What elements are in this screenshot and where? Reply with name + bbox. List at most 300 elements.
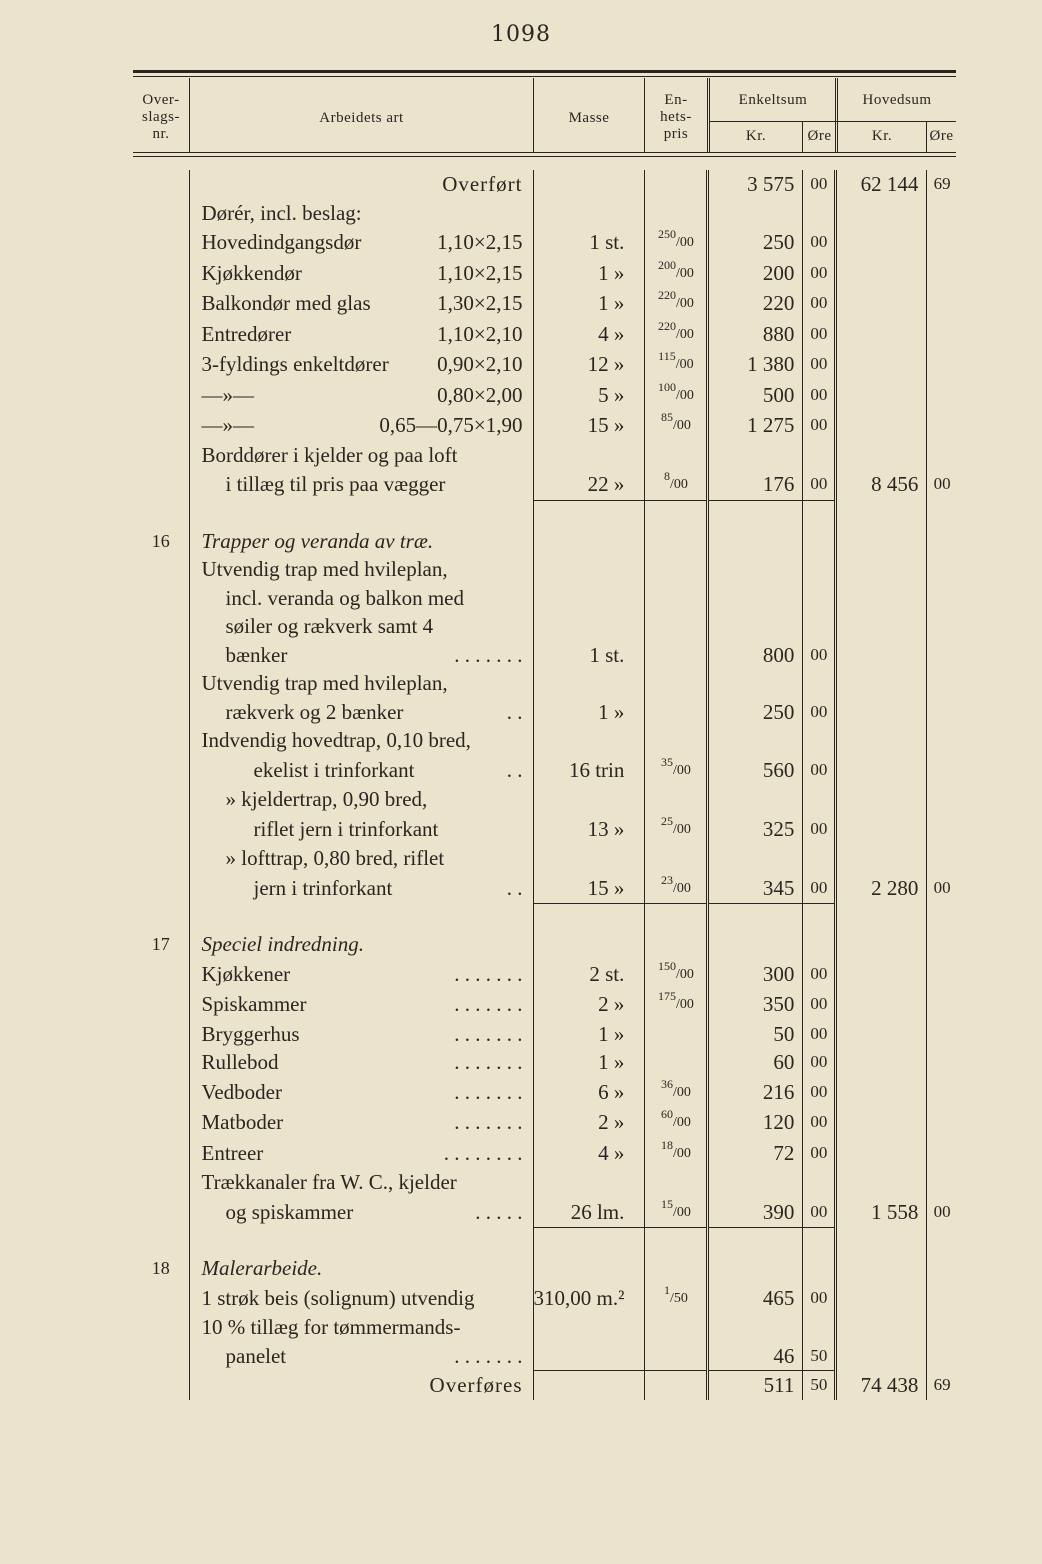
enkeltsum-ore: 00 bbox=[803, 641, 836, 670]
quantity: 13 » bbox=[533, 814, 645, 845]
leader-dots: . . . . . . . bbox=[454, 1021, 523, 1046]
quantity: 26 lm. bbox=[533, 1197, 645, 1228]
enkeltsum-kr: 46 bbox=[708, 1342, 803, 1371]
item-description bbox=[189, 199, 533, 228]
hovedsum-ore: 00 bbox=[927, 873, 957, 904]
table-row bbox=[133, 959, 957, 990]
description-text: riflet jern i trinforkant bbox=[253, 816, 439, 841]
item-description bbox=[189, 584, 533, 613]
enkeltsum-ore bbox=[803, 199, 836, 228]
price-denominator: /00 bbox=[672, 418, 691, 433]
table-row bbox=[133, 1254, 957, 1283]
unit-price bbox=[645, 349, 708, 380]
item-number bbox=[133, 785, 189, 814]
hovedsum-kr bbox=[836, 785, 927, 814]
quantity bbox=[533, 555, 645, 584]
description-text: 1 strøk beis (solignum) utvendig bbox=[201, 1285, 475, 1310]
table-row bbox=[133, 698, 957, 727]
item-description bbox=[189, 726, 533, 755]
unit-price bbox=[645, 844, 708, 873]
leader-dots: . . . . . . . bbox=[454, 1343, 523, 1368]
enkeltsum-kr bbox=[708, 612, 803, 641]
hovedsum-ore bbox=[927, 1168, 957, 1197]
unit-price bbox=[645, 1107, 708, 1138]
hovedsum-kr bbox=[836, 584, 927, 613]
quantity: 22 » bbox=[533, 469, 645, 500]
quantity bbox=[533, 726, 645, 755]
hovedsum-kr: 62 144 bbox=[836, 170, 927, 199]
enkeltsum-ore: 00 bbox=[803, 380, 836, 411]
description-text: Hovedindgangsdør bbox=[201, 230, 362, 254]
item-number bbox=[133, 1048, 189, 1077]
header-rule-2 bbox=[133, 156, 956, 157]
item-number bbox=[133, 555, 189, 584]
unit-price bbox=[645, 227, 708, 258]
item-number bbox=[133, 641, 189, 670]
description-text: jern i trinforkant bbox=[253, 875, 393, 900]
price-numerator: 200 bbox=[657, 257, 676, 272]
item-number bbox=[133, 726, 189, 755]
enkeltsum-ore bbox=[803, 527, 836, 556]
table-row bbox=[133, 814, 957, 845]
unit-price bbox=[645, 959, 708, 990]
price-numerator: 8 bbox=[663, 469, 670, 483]
enkeltsum-ore bbox=[803, 930, 836, 959]
enkeltsum-ore: 00 bbox=[803, 288, 836, 319]
price-denominator: /00 bbox=[672, 880, 691, 896]
item-description bbox=[189, 1283, 533, 1314]
table-row bbox=[133, 1138, 957, 1169]
item-description bbox=[189, 1077, 533, 1108]
enkeltsum-kr: 1 275 bbox=[708, 410, 803, 441]
item-description bbox=[189, 698, 533, 727]
item-number bbox=[133, 584, 189, 613]
quantity: 15 » bbox=[533, 873, 645, 904]
hdr-vrule bbox=[926, 122, 927, 152]
quantity bbox=[533, 669, 645, 698]
hovedsum-ore bbox=[927, 555, 957, 584]
hovedsum-ore: 69 bbox=[927, 170, 957, 199]
enkeltsum-ore: 00 bbox=[803, 873, 836, 904]
description-text: Bryggerhus bbox=[201, 1021, 300, 1046]
description-text: Spiskammer bbox=[201, 992, 307, 1016]
hovedsum-kr bbox=[836, 930, 927, 959]
spacer-row bbox=[133, 500, 957, 527]
item-description bbox=[189, 612, 533, 641]
dimension-text: 0,65—0,75×1,90 bbox=[379, 413, 523, 437]
price-denominator: /00 bbox=[675, 296, 694, 311]
quantity bbox=[533, 199, 645, 228]
leader-dots: . . . . . . . bbox=[454, 992, 523, 1016]
header-pris-1: En- bbox=[664, 92, 688, 108]
quantity bbox=[533, 1342, 645, 1371]
price-denominator: /00 bbox=[672, 1115, 691, 1130]
hovedsum-ore: 69 bbox=[927, 1371, 957, 1400]
item-number bbox=[133, 989, 189, 1020]
description-text: rækverk og 2 bænker bbox=[225, 699, 404, 724]
hdr-vrule bbox=[802, 122, 803, 152]
unit-price bbox=[645, 698, 708, 727]
hovedsum-ore: 00 bbox=[927, 469, 957, 500]
price-numerator: 1 bbox=[663, 1282, 670, 1297]
description-text: Overført bbox=[442, 172, 523, 196]
price-numerator: 23 bbox=[660, 872, 673, 887]
item-number bbox=[133, 410, 189, 441]
header-nr-2: slags- bbox=[142, 109, 180, 125]
enkeltsum-kr: 250 bbox=[708, 227, 803, 258]
top-rule-thin bbox=[133, 76, 956, 77]
item-number bbox=[133, 1077, 189, 1108]
enkeltsum-kr bbox=[708, 669, 803, 698]
table-row bbox=[133, 726, 957, 755]
enkeltsum-ore bbox=[803, 785, 836, 814]
table-row bbox=[133, 1048, 957, 1077]
hovedsum-ore bbox=[927, 1283, 957, 1314]
header-enkelt-kr: Kr. bbox=[745, 128, 767, 144]
description-text: Kjøkkendør bbox=[201, 260, 302, 285]
price-denominator: /00 bbox=[675, 357, 694, 372]
item-description bbox=[189, 380, 533, 411]
hovedsum-kr bbox=[836, 258, 927, 289]
item-description bbox=[189, 1342, 533, 1371]
enkeltsum-kr: 560 bbox=[708, 755, 803, 786]
header-masse: Masse bbox=[568, 110, 610, 126]
table-row bbox=[133, 170, 957, 199]
enkeltsum-kr: 300 bbox=[708, 959, 803, 990]
enkeltsum-ore bbox=[803, 441, 836, 470]
price-denominator: /00 bbox=[672, 1145, 691, 1161]
unit-price bbox=[645, 469, 708, 500]
enkeltsum-kr bbox=[708, 584, 803, 613]
description-text: Utvendig trap med hvileplan, bbox=[201, 671, 448, 695]
unit-price bbox=[645, 612, 708, 641]
price-numerator: 220 bbox=[657, 288, 676, 302]
hdr-vrule bbox=[835, 78, 838, 152]
item-description bbox=[189, 410, 533, 441]
quantity bbox=[533, 441, 645, 470]
dimension-text: 1,10×2,15 bbox=[437, 260, 523, 285]
item-number bbox=[133, 959, 189, 990]
description-text: bænker bbox=[225, 642, 288, 667]
item-number bbox=[133, 1138, 189, 1169]
hovedsum-ore bbox=[927, 612, 957, 641]
enkeltsum-ore: 00 bbox=[803, 814, 836, 845]
item-number bbox=[133, 1371, 189, 1400]
quantity bbox=[533, 612, 645, 641]
leader-dots: . . . . . bbox=[475, 1199, 523, 1224]
enkeltsum-kr: 511 bbox=[708, 1371, 803, 1400]
leader-dots: . . bbox=[506, 875, 523, 900]
quantity: 2 st. bbox=[533, 959, 645, 990]
unit-price bbox=[645, 785, 708, 814]
unit-price bbox=[645, 380, 708, 411]
enkeltsum-ore: 00 bbox=[803, 469, 836, 500]
price-numerator: 175 bbox=[657, 989, 676, 1003]
leader-dots: . . . . . . . bbox=[454, 1110, 523, 1134]
table-row bbox=[133, 258, 957, 289]
hovedsum-kr bbox=[836, 1107, 927, 1138]
price-numerator: 115 bbox=[658, 349, 676, 363]
item-description bbox=[189, 1020, 533, 1049]
item-description bbox=[189, 227, 533, 258]
quantity: 6 » bbox=[533, 1077, 645, 1108]
hovedsum-ore bbox=[927, 1342, 957, 1371]
quantity: 1 » bbox=[533, 288, 645, 319]
hovedsum-kr bbox=[836, 698, 927, 727]
table-row bbox=[133, 1168, 957, 1197]
price-denominator: /00 bbox=[675, 387, 694, 403]
table-row bbox=[133, 288, 957, 319]
unit-price bbox=[645, 726, 708, 755]
enkeltsum-kr: 350 bbox=[708, 989, 803, 1020]
price-denominator: /00 bbox=[675, 997, 694, 1012]
description-text: » lofttrap, 0,80 bred, riflet bbox=[225, 846, 445, 870]
hovedsum-ore bbox=[927, 441, 957, 470]
enkeltsum-ore: 00 bbox=[803, 1048, 836, 1077]
header-rule bbox=[133, 152, 956, 153]
unit-price bbox=[645, 288, 708, 319]
header-pris-2: hets- bbox=[660, 109, 692, 125]
header-hoved-ore: Øre bbox=[929, 128, 954, 144]
table-row bbox=[133, 1371, 957, 1400]
description-text: Dørér, incl. beslag: bbox=[201, 200, 362, 225]
enkeltsum-ore: 00 bbox=[803, 1107, 836, 1138]
table-row bbox=[133, 1342, 957, 1371]
unit-price bbox=[645, 1048, 708, 1077]
enkeltsum-kr bbox=[708, 441, 803, 470]
description-text: Entredører bbox=[201, 321, 292, 346]
item-number bbox=[133, 1107, 189, 1138]
hovedsum-ore bbox=[927, 258, 957, 289]
hovedsum-kr bbox=[836, 410, 927, 441]
quantity: 1 » bbox=[533, 698, 645, 727]
hovedsum-kr bbox=[836, 441, 927, 470]
table-row bbox=[133, 669, 957, 698]
table-row bbox=[133, 199, 957, 228]
enkeltsum-ore: 00 bbox=[803, 170, 836, 199]
item-description bbox=[189, 755, 533, 786]
header-hoved-kr: Kr. bbox=[871, 128, 893, 144]
enkeltsum-kr bbox=[708, 785, 803, 814]
item-number: 18 bbox=[151, 1258, 170, 1278]
item-description bbox=[189, 527, 533, 556]
item-number bbox=[133, 1020, 189, 1049]
description-text: Borddører i kjelder og paa loft bbox=[201, 442, 458, 467]
item-number bbox=[133, 1313, 189, 1342]
hovedsum-kr bbox=[836, 669, 927, 698]
unit-price bbox=[645, 1342, 708, 1371]
enkeltsum-ore: 00 bbox=[803, 227, 836, 258]
hovedsum-ore bbox=[927, 584, 957, 613]
unit-price bbox=[645, 170, 708, 199]
item-number bbox=[133, 349, 189, 380]
enkeltsum-kr: 120 bbox=[708, 1107, 803, 1138]
spacer-row bbox=[133, 1228, 957, 1255]
quantity: 1 st. bbox=[533, 227, 645, 258]
table-row bbox=[133, 1283, 957, 1314]
enkeltsum-ore: 00 bbox=[803, 410, 836, 441]
enkeltsum-ore: 00 bbox=[803, 755, 836, 786]
item-number bbox=[133, 380, 189, 411]
table-row bbox=[133, 873, 957, 904]
item-number bbox=[133, 319, 189, 350]
description-text: Rullebod bbox=[201, 1050, 279, 1074]
enkeltsum-ore: 50 bbox=[803, 1342, 836, 1371]
unit-price bbox=[645, 199, 708, 228]
item-number bbox=[133, 698, 189, 727]
item-description bbox=[189, 555, 533, 584]
enkeltsum-kr bbox=[708, 1254, 803, 1283]
leader-dots: . . . . . . . bbox=[454, 1079, 523, 1104]
unit-price bbox=[645, 989, 708, 1020]
enkeltsum-ore: 00 bbox=[803, 258, 836, 289]
table-row bbox=[133, 930, 957, 959]
hovedsum-ore bbox=[927, 726, 957, 755]
header-pris-3: pris bbox=[663, 126, 689, 142]
enkeltsum-kr: 390 bbox=[708, 1197, 803, 1228]
hovedsum-ore bbox=[927, 698, 957, 727]
description-text: » kjeldertrap, 0,90 bred, bbox=[225, 787, 428, 811]
hovedsum-kr bbox=[836, 319, 927, 350]
unit-price bbox=[645, 1313, 708, 1342]
price-denominator: /00 bbox=[675, 265, 694, 281]
description-text: Indvendig hovedtrap, 0,10 bred, bbox=[201, 728, 471, 752]
price-numerator: 150 bbox=[657, 958, 676, 973]
item-description bbox=[189, 873, 533, 904]
enkeltsum-ore: 00 bbox=[803, 1077, 836, 1108]
hovedsum-kr bbox=[836, 1313, 927, 1342]
item-number bbox=[133, 170, 189, 199]
hovedsum-kr bbox=[836, 844, 927, 873]
hovedsum-kr bbox=[836, 612, 927, 641]
description-text: panelet bbox=[225, 1343, 287, 1368]
enkeltsum-ore bbox=[803, 1168, 836, 1197]
item-description bbox=[189, 1048, 533, 1077]
description-text: ekelist i trinforkant bbox=[253, 757, 415, 782]
unit-price bbox=[645, 584, 708, 613]
item-number bbox=[133, 469, 189, 500]
enkeltsum-ore bbox=[803, 612, 836, 641]
hovedsum-ore bbox=[927, 1254, 957, 1283]
unit-price bbox=[645, 1168, 708, 1197]
item-description bbox=[189, 641, 533, 670]
item-number bbox=[133, 1342, 189, 1371]
item-number bbox=[133, 1283, 189, 1314]
hovedsum-kr bbox=[836, 959, 927, 990]
quantity bbox=[533, 844, 645, 873]
quantity bbox=[533, 1313, 645, 1342]
item-description bbox=[189, 930, 533, 959]
description-text: —»— bbox=[201, 382, 254, 407]
item-description bbox=[189, 1254, 533, 1283]
quantity bbox=[533, 1371, 645, 1400]
quantity: 4 » bbox=[533, 1138, 645, 1169]
hovedsum-ore bbox=[927, 814, 957, 845]
unit-price bbox=[645, 258, 708, 289]
unit-price bbox=[645, 1138, 708, 1169]
item-number bbox=[133, 814, 189, 845]
header-hovedsum: Hovedsum bbox=[862, 92, 932, 108]
quantity bbox=[533, 527, 645, 556]
enkeltsum-ore: 00 bbox=[803, 1283, 836, 1314]
enkeltsum-kr: 325 bbox=[708, 814, 803, 845]
item-description bbox=[189, 785, 533, 814]
unit-price bbox=[645, 527, 708, 556]
table-row bbox=[133, 612, 957, 641]
item-description bbox=[189, 170, 533, 199]
description-text: —»— bbox=[201, 413, 254, 437]
item-description bbox=[189, 814, 533, 845]
hovedsum-ore bbox=[927, 349, 957, 380]
enkeltsum-kr bbox=[708, 1313, 803, 1342]
hovedsum-ore bbox=[927, 785, 957, 814]
hovedsum-kr bbox=[836, 349, 927, 380]
description-text: i tillæg til pris paa vægger bbox=[225, 472, 446, 497]
description-text: Utvendig trap med hvileplan, bbox=[201, 557, 448, 581]
hovedsum-ore bbox=[927, 755, 957, 786]
enkeltsum-ore bbox=[803, 555, 836, 584]
hovedsum-kr bbox=[836, 989, 927, 1020]
item-number bbox=[133, 258, 189, 289]
hovedsum-ore bbox=[927, 288, 957, 319]
hovedsum-ore bbox=[927, 1020, 957, 1049]
description-text: 3-fyldings enkeltdører bbox=[201, 352, 389, 376]
price-denominator: /00 bbox=[675, 235, 694, 250]
price-numerator: 36 bbox=[660, 1076, 673, 1091]
item-description bbox=[189, 258, 533, 289]
dimension-text: 0,80×2,00 bbox=[437, 382, 523, 407]
table-row bbox=[133, 1107, 957, 1138]
hovedsum-kr: 8 456 bbox=[836, 469, 927, 500]
enkeltsum-kr bbox=[708, 527, 803, 556]
enkeltsum-kr: 200 bbox=[708, 258, 803, 289]
item-description bbox=[189, 349, 533, 380]
description-text: incl. veranda og balkon med bbox=[225, 585, 465, 610]
price-denominator: /00 bbox=[672, 762, 691, 778]
unit-price bbox=[645, 814, 708, 845]
table-row bbox=[133, 989, 957, 1020]
quantity bbox=[533, 584, 645, 613]
quantity: 2 » bbox=[533, 989, 645, 1020]
enkeltsum-ore bbox=[803, 584, 836, 613]
table-row bbox=[133, 441, 957, 470]
enkeltsum-ore bbox=[803, 1254, 836, 1283]
hovedsum-kr bbox=[836, 380, 927, 411]
enkeltsum-kr: 216 bbox=[708, 1077, 803, 1108]
item-description bbox=[189, 669, 533, 698]
enkeltsum-kr: 345 bbox=[708, 873, 803, 904]
enkeltsum-kr: 3 575 bbox=[708, 170, 803, 199]
unit-price bbox=[645, 1020, 708, 1049]
item-description bbox=[189, 1313, 533, 1342]
item-description bbox=[189, 469, 533, 500]
price-denominator: /00 bbox=[672, 821, 691, 837]
hovedsum-kr: 1 558 bbox=[836, 1197, 927, 1228]
table-row bbox=[133, 1077, 957, 1108]
quantity: 1 » bbox=[533, 258, 645, 289]
item-description bbox=[189, 441, 533, 470]
description-text: Vedboder bbox=[201, 1079, 282, 1104]
leader-dots: . . bbox=[506, 757, 523, 782]
enkeltsum-kr: 250 bbox=[708, 698, 803, 727]
quantity: 5 » bbox=[533, 380, 645, 411]
enkeltsum-kr: 220 bbox=[708, 288, 803, 319]
item-description bbox=[189, 1138, 533, 1169]
unit-price bbox=[645, 930, 708, 959]
spacer-row bbox=[133, 904, 957, 931]
item-description bbox=[189, 959, 533, 990]
header-nr-1: Over- bbox=[142, 92, 180, 108]
